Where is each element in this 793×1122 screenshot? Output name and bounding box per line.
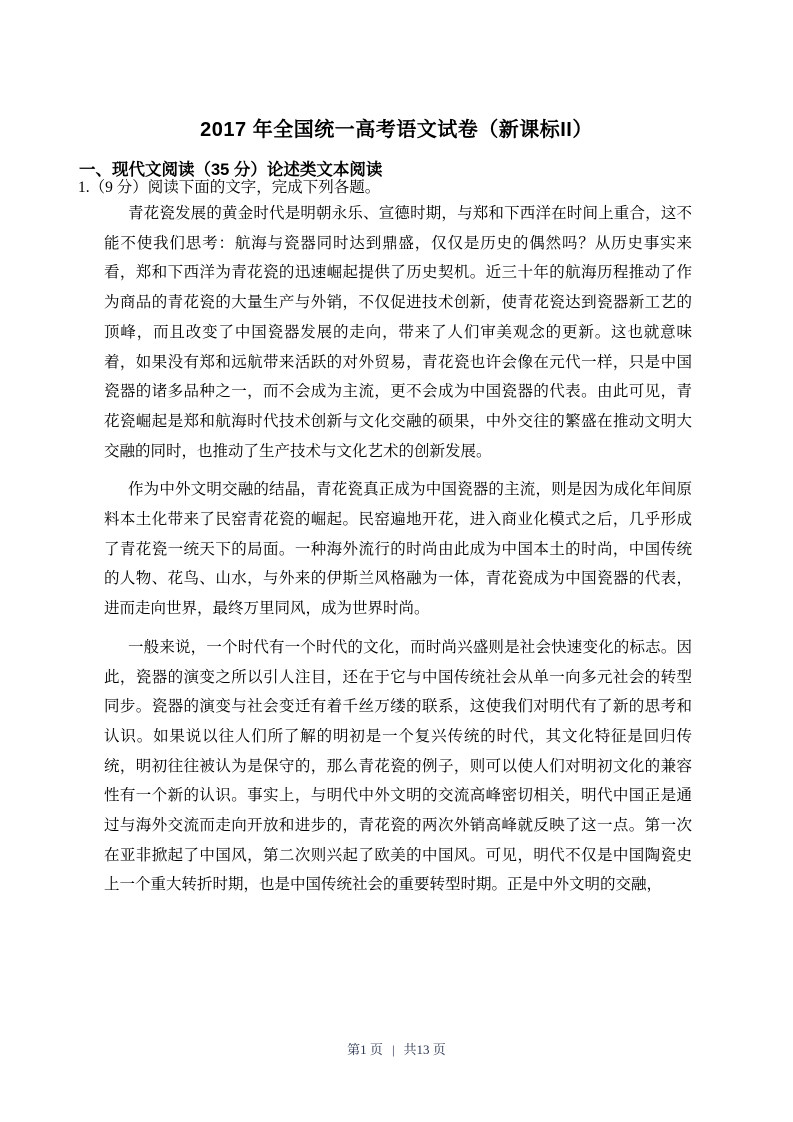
page-number-current: 第1 页 (347, 1042, 383, 1057)
page-separator: | (391, 1042, 395, 1057)
passage-paragraph-2: 作为中外文明交融的结晶，青花瓷真正成为中国瓷器的主流，则是因为成化年间原料本土化带来了民窑青花瓷的崛起。民窑遍地开花，进入商业化模式之后，几乎形成了青花瓷一统天下的局面。一种海外流行的时尚由此成为中国本土的时尚，中国传统的人物、花鸟、山水，与外来的伊斯兰风格融为一体，青花瓷成为中国瓷器的代表，进而走向世界，最终万里同风，成为世界时尚。 (104, 481, 692, 618)
passage (104, 199, 692, 900)
section-heading: 一、现代文阅读（35 分）论述类文本阅读 (79, 160, 383, 179)
page-number-total: 共13 页 (403, 1042, 446, 1057)
document-title: 2017 年全国统一高考语文试卷（新课标II） (200, 119, 593, 142)
passage-paragraph-3: 一般来说，一个时代有一个时代的文化，而时尚兴盛则是社会快速变化的标志。因此，瓷器的演变之所以引人注目，还在于它与中国传统社会从单一向多元社会的转型同步。瓷器的演变与社会变迁有着千丝万缕的联系，这使我们对明代有了新的思考和认识。如果说以往人们所了解的明初是一个复兴传统的时代，其文化特征是回归传统，明初往往被认为是保守的，那么青花瓷的例子，则可以使人们对明初文化的兼容性有一个新的认识。事实上，与明代中外文明的交流高峰密切相关，明代中国正是通过与海外交流而走向开放和进步的，青花瓷的两次外销高峰就反映了这一点。第一次在亚非掀起了中国风，第二次则兴起了欧美的中国风。可见，明代不仅是中国陶瓷史上一个重大转折时期，也是中国传统社会的重要转型时期。正是中外文明的交融， (104, 638, 692, 894)
passage-paragraph-1: 青花瓷发展的黄金时代是明朝永乐、宣德时期，与郑和下西洋在时间上重合，这不能不使我们思考：航海与瓷器同时达到鼎盛，仅仅是历史的偶然吗？从历史事实来看，郑和下西洋为青花瓷的迅速崛起提供了历史契机。近三十年的航海历程推动了作为商品的青花瓷的大量生产与外销，不仅促进技术创新，使青花瓷达到瓷器新工艺的顶峰，而且改变了中国瓷器发展的走向，带来了人们审美观念的更新。这也就意味着，如果没有郑和远航带来活跃的对外贸易，青花瓷也许会像在元代一样，只是中国瓷器的诸多品种之一，而不会成为主流，更不会成为中国瓷器的代表。由此可见，青花瓷崛起是郑和航海时代技术创新与文化交融的硕果，中外交往的繁盛在推动文明大交融的同时，也推动了生产技术与文化艺术的创新发展。 (104, 205, 692, 460)
page-footer (0, 1039, 793, 1058)
question-lead: 1.（9 分）阅读下面的文字，完成下列各题。 (78, 179, 381, 196)
